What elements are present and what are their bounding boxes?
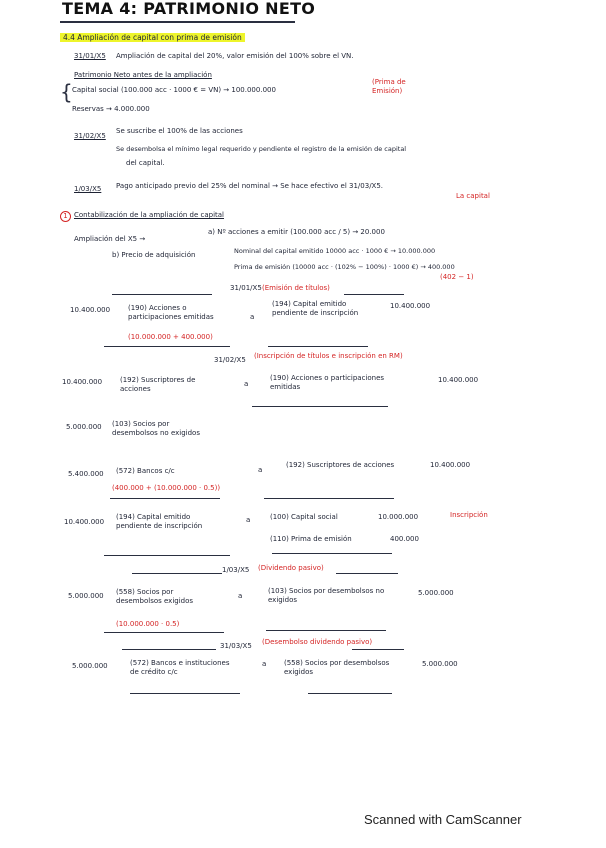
entry4-rule-left	[122, 649, 216, 650]
entry3-camount: 5.000.000	[418, 589, 454, 597]
entry2-l1-rule	[252, 406, 388, 407]
prima-note: (Prima de Emisión)	[372, 78, 406, 95]
text-3-note: La capital	[456, 192, 490, 200]
b-line: b) Precio de adquisición	[112, 251, 196, 259]
entry4-date-note: (Desembolso dividendo pasivo)	[262, 638, 373, 646]
date-3: 1/03/X5	[74, 185, 102, 193]
entry4-rule-bottom-right	[308, 693, 392, 694]
sub-title: Contabilización de la ampliación de capital	[74, 211, 225, 219]
title-underline	[60, 21, 295, 23]
entry2-l3-amount: 5.400.000	[68, 470, 104, 478]
entry1-credit-amount: 10.400.000	[390, 302, 431, 310]
entry2-l3-a: a	[258, 466, 263, 474]
entry3-amount: 5.000.000	[68, 592, 104, 600]
entry3-debit: (558) Socios por desembolsos exigidos	[116, 588, 194, 605]
entry2-l4-debit: (194) Capital emitido pendiente de inscripción	[116, 513, 203, 530]
pn-label: Patrimonio Neto antes de la ampliación	[74, 71, 212, 79]
entry1-debit-account: (190) Acciones o participaciones emitidas	[128, 304, 214, 321]
entry4-date: 31/03/X5	[220, 642, 252, 650]
entry3-rule-bottom-left	[104, 632, 224, 633]
entry4-camount: 5.000.000	[422, 660, 458, 668]
entry4-credit: (558) Socios por desembolsos exigidos	[284, 659, 390, 676]
entry2-l1-amount: 10.400.000	[62, 378, 103, 386]
page-title: TEMA 4: PATRIMONIO NETO	[62, 0, 316, 18]
reservas-line: Reservas → 4.000.000	[72, 105, 150, 113]
entry2-l4-amount: 10.400.000	[64, 518, 105, 526]
entry2-l3-rule-right	[264, 498, 394, 499]
entry3-a: a	[238, 592, 243, 600]
section-heading: 4.4 Ampliación de capital con prima de emisión	[60, 33, 245, 42]
entry3-rule-bottom-right	[266, 630, 386, 631]
entry1-debit-note: (10.000.000 + 400.000)	[128, 333, 213, 341]
entry3-rule-right	[336, 573, 398, 574]
entry2-l2-debit: (103) Socios por desembolsos no exigidos	[112, 420, 200, 437]
b2-line: Prima de emisión (10000 acc · (102% − 100%) · 1000 €) → 400.000	[234, 263, 455, 271]
entry2-l4-credit: (100) Capital social	[270, 513, 338, 521]
scanner-watermark: Scanned with CamScanner	[364, 812, 522, 827]
date-1: 31/01/X5	[74, 52, 106, 60]
text-2b: Se desembolsa el mínimo legal requerido y pendiente el registro de la emisión de capital	[116, 145, 407, 153]
entry2-l3-debit: (572) Bancos c/c	[116, 467, 175, 475]
entry1-rule-right	[344, 294, 404, 295]
date-2: 31/02/X5	[74, 132, 106, 140]
text-3: Pago anticipado previo del 25% del nominal → Se hace efectivo el 31/03/X5.	[116, 182, 384, 190]
entry2-date: 31/02/X5	[214, 356, 246, 364]
entry2-rule-bottom-left	[104, 555, 230, 556]
entry1-rule-bottom-left	[104, 346, 230, 347]
entry2-l3-note: (400.000 + (10.000.000 · 0.5))	[112, 484, 221, 492]
entry4-rule-bottom-left	[130, 693, 240, 694]
entry2-l1-a: a	[244, 380, 249, 388]
b1-line: Nominal del capital emitido 10000 acc · 1000 € → 10.000.000	[234, 247, 436, 255]
text-2a: Se suscribe el 100% de las acciones	[116, 127, 243, 135]
brace-left: {	[60, 80, 73, 104]
entry2-l4-credit2: (110) Prima de emisión	[270, 535, 352, 543]
text-2c: del capital.	[126, 159, 165, 167]
entry4-amount: 5.000.000	[72, 662, 108, 670]
entry4-debit: (572) Bancos e instituciones de crédito c/c	[130, 659, 230, 676]
entry1-date: 31/01/X5	[230, 284, 262, 292]
entry3-credit: (103) Socios por desembolsos no exigidos	[268, 587, 385, 604]
entry3-date: 1/03/X5	[222, 566, 250, 574]
a-line: a) Nº acciones a emitir (100.000 acc / 5) → 20.000	[208, 228, 385, 236]
entry2-l4-camount2: 400.000	[390, 535, 419, 543]
entry2-l3-camount: 10.400.000	[430, 461, 471, 469]
entry2-l1-camount: 10.400.000	[438, 376, 479, 384]
entry2-date-note: (Inscripción de títulos e inscripción en RM)	[254, 352, 403, 360]
entry2-l1-debit: (192) Suscriptores de acciones	[120, 376, 196, 393]
capital-line: Capital social (100.000 acc · 1000 € = VN) → 100.000.000	[72, 86, 276, 94]
entry2-l3-rule-left	[110, 498, 220, 499]
section-number-circle: 1	[60, 211, 71, 222]
entry1-a: a	[250, 313, 255, 321]
entry2-l2-amount: 5.000.000	[66, 423, 102, 431]
entry1-rule-bottom-right	[268, 346, 368, 347]
entry1-rule-left	[112, 294, 212, 295]
entry1-credit-account: (194) Capital emitido pendiente de inscripción	[272, 300, 359, 317]
entry1-date-note: (Emisión de títulos)	[262, 284, 330, 292]
entry2-rule-bottom-right	[272, 553, 392, 554]
entry2-l1-credit: (190) Acciones o participaciones emitidas	[270, 374, 385, 391]
b2-note: (402 − 1)	[440, 273, 474, 281]
entry4-a: a	[262, 660, 267, 668]
amp-label: Ampliación del X5 →	[74, 235, 146, 243]
entry2-l4-camount: 10.000.000	[378, 513, 419, 521]
entry1-debit-amount: 10.400.000	[70, 306, 111, 314]
entry3-rule-left	[132, 573, 222, 574]
entry3-debit-note: (10.000.000 · 0.5)	[116, 620, 180, 628]
text-1: Ampliación de capital del 20%, valor emisión del 100% sobre el VN.	[116, 52, 354, 60]
entry3-date-note: (Dividendo pasivo)	[258, 564, 324, 572]
entry2-l4-red-note: Inscripción	[450, 511, 488, 519]
entry2-l4-a: a	[246, 516, 251, 524]
entry2-l3-credit: (192) Suscriptores de acciones	[286, 461, 395, 469]
entry4-rule-right	[352, 649, 404, 650]
